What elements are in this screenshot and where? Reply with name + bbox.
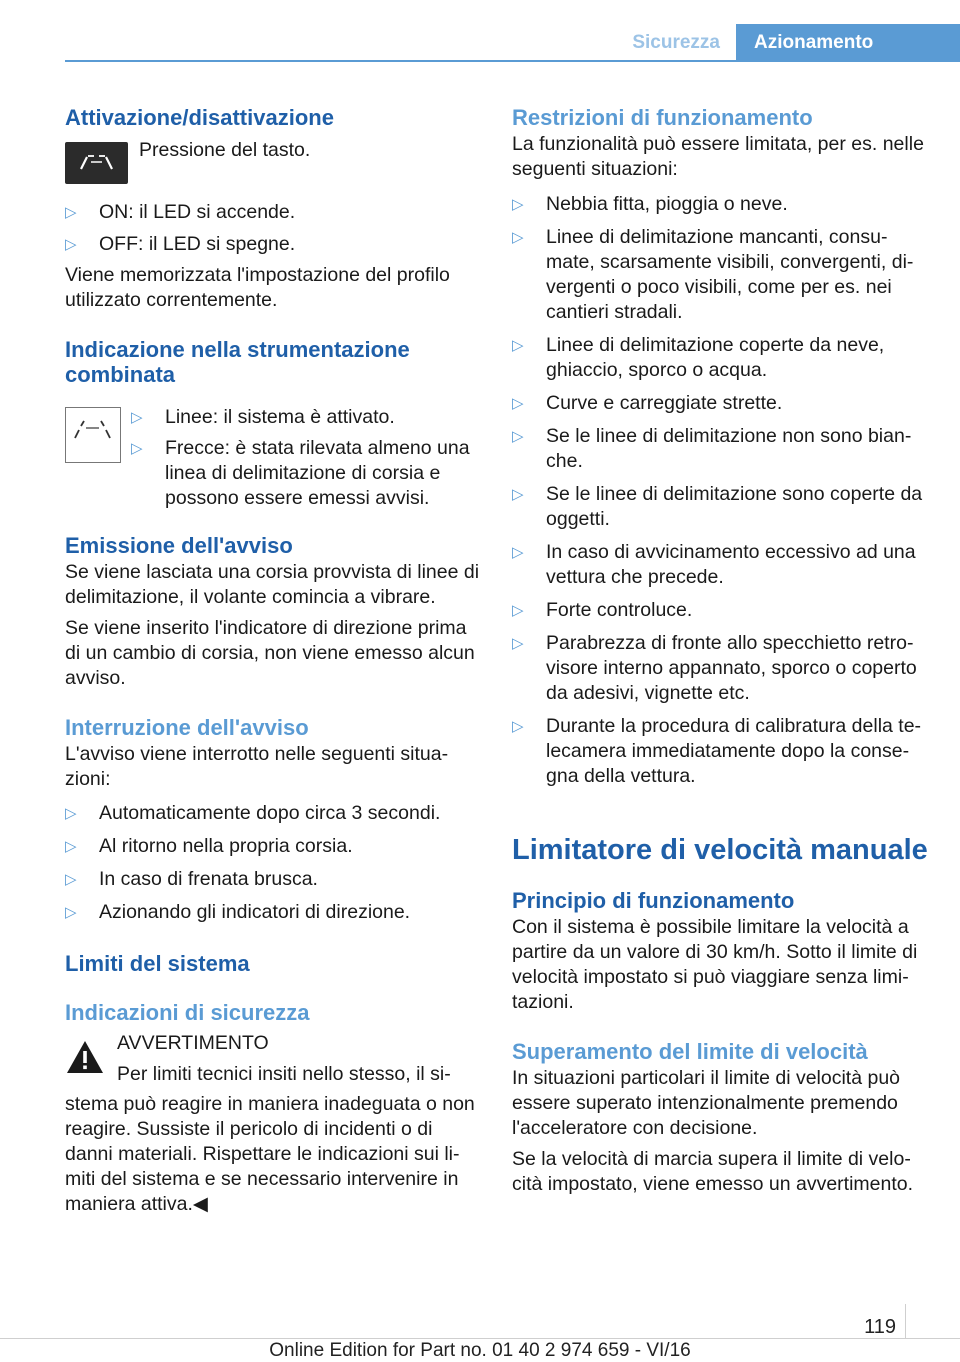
heading-restrictions: Restrizioni di funzionamento [512,105,813,130]
footer-edition: Online Edition for Part no. 01 40 2 974 659 - VI/16 [269,1340,691,1361]
footer-tick [905,1304,906,1338]
interrupt-intro: L'avviso viene interrotto nelle seguenti situa-zioni: [65,743,449,790]
triangle-bullet-icon: ▷ [65,204,77,221]
press-key-row [65,139,480,194]
warning-triangle-icon [65,1039,105,1075]
heading-interrupt: Interruzione dell'avviso [65,715,309,740]
heading-display: Indicazione nella strumentazione combinata [65,337,410,387]
triangle-bullet-icon: ▷ [512,602,524,619]
principle-text: Con il sistema è possibile limitare la velocità a partire da un valore di 30 km/h. Sotto il limite di velocità impostato si può viaggiare senza limi-tazioni. [512,916,918,1013]
list-item: ▷ Forte controluce. [512,599,693,621]
warning-label: AVVERTIMENTO [117,1032,269,1054]
exceed-paragraph-2: Se la velocità di marcia supera il limite di velo-cità impostato, viene emesso un avvertimento. [512,1148,914,1195]
exceed-paragraph-1: In situazioni particolari il limite di velocità può essere superato intenzionalmente premendo l'acceleratore con decisione. [512,1067,901,1139]
header-section-prev: Sicurezza [632,32,720,53]
triangle-bullet-icon: ▷ [512,486,524,503]
triangle-bullet-icon: ▷ [65,236,77,253]
warning-paragraph-1: Se viene lasciata una corsia provvista di linee di delimitazione, il volante comincia a vibrare. [65,561,480,608]
warning-paragraph-2: Se viene inserito l'indicatore di direzione prima di un cambio di corsia, non viene emesso alcun avviso. [65,617,475,689]
warning-block-head [65,1031,480,1093]
list-item: ▷ Parabrezza di fronte allo specchietto retro-visore interno appannato, sporco o coperto da adesivi, vignette etc. [512,632,917,704]
list-item-on: ▷ ON: il LED si accende. [65,201,296,223]
triangle-bullet-icon: ▷ [512,544,524,561]
heading-activation: Attivazione/disattivazione [65,105,334,130]
heading-warning: Emissione dell'avviso [65,533,293,558]
list-item: ▷ Al ritorno nella propria corsia. [65,835,353,857]
triangle-bullet-icon: ▷ [512,428,524,445]
left-column [65,100,480,1217]
header-rule [65,60,960,62]
list-item: ▷ Curve e carreggiate strette. [512,392,783,414]
profile-note: Viene memorizzata l'impostazione del profilo utilizzato correntemente. [65,264,450,311]
list-item: ▷ Nebbia fitta, pioggia o neve. [512,193,788,215]
triangle-bullet-icon: ▷ [512,718,524,735]
page-number: 119 [864,1316,896,1338]
heading-safety: Indicazioni di sicurezza [65,1000,310,1025]
list-item: ▷ Se le linee di delimitazione non sono bian-che. [512,425,912,472]
list-item: ▷ Linee di delimitazione mancanti, consu-mate, scarsamente visibili, convergenti, di-vergenti o poco visibili, come per es. nei cantieri stradali. [512,226,914,323]
heading-principle: Principio di funzionamento [512,888,795,913]
triangle-bullet-icon: ▷ [65,805,77,822]
warning-text-first-line: Per limiti tecnici insiti nello stesso, il si- [117,1063,451,1085]
restrictions-intro: La funzionalità può essere limitata, per es. nelle seguenti situazioni: [512,133,924,180]
list-item: ▷ In caso di frenata brusca. [65,868,318,890]
list-item: ▷ Azionando gli indicatori di direzione. [65,901,411,923]
list-item-off: ▷ OFF: il LED si spegne. [65,233,296,255]
right-column [512,100,932,1197]
footer-rule [0,1338,960,1339]
triangle-bullet-icon: ▷ [512,395,524,412]
triangle-bullet-icon: ▷ [131,440,143,457]
triangle-bullet-icon: ▷ [65,871,77,888]
list-item: ▷ Automaticamente dopo circa 3 secondi. [65,802,441,824]
warning-text: stema può reagire in maniera inadeguata o non reagire. Sussiste il pericolo di incidenti o di danni materiali. Rispettare le indicazioni sui li-miti del sistema e se necessario intervenire in maniera attiva.◀ [65,1093,475,1215]
header-section-active: Azionamento [736,24,960,62]
lane-lines-display-icon [65,407,121,463]
triangle-bullet-icon: ▷ [65,838,77,855]
triangle-bullet-icon: ▷ [512,229,524,246]
heading-limits: Limiti del sistema [65,951,250,976]
lane-departure-button-icon [65,142,128,184]
list-item: ▷ Linee di delimitazione coperte da neve, ghiaccio, sporco o acqua. [512,334,885,381]
triangle-bullet-icon: ▷ [65,904,77,921]
triangle-bullet-icon: ▷ [512,196,524,213]
restriction-list [512,192,932,789]
triangle-bullet-icon: ▷ [512,635,524,652]
list-item: ▷ Durante la procedura di calibratura della te-lecamera immediatamente dopo la conse-gna della vettura. [512,715,922,787]
list-item-arrows: ▷ Frecce: è stata rilevata almeno una linea di delimitazione di corsia e possono essere emessi avvisi. [131,437,470,509]
list-item-lines: ▷ Linee: il sistema è attivato. [131,406,395,428]
triangle-bullet-icon: ▷ [512,337,524,354]
display-row [65,405,480,525]
list-item: ▷ In caso di avvicinamento eccessivo ad una vettura che precede. [512,541,916,588]
press-key-text: Pressione del tasto. [139,139,311,161]
heading-limiter: Limitatore di velocità manuale [512,834,928,866]
list-item: ▷ Se le linee di delimitazione sono coperte da oggetti. [512,483,923,530]
heading-exceed: Superamento del limite di velocità [512,1039,868,1064]
triangle-bullet-icon: ▷ [131,409,143,426]
